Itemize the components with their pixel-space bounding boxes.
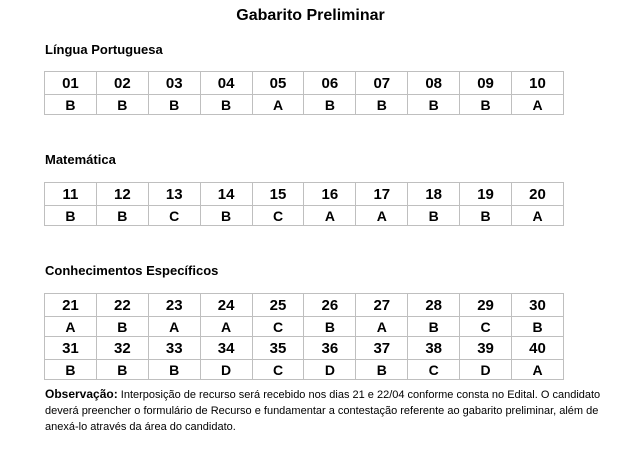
question-number-cell: 28 [408, 294, 460, 317]
answer-cell: A [148, 317, 200, 337]
question-number-row [45, 294, 564, 317]
answer-cell: B [96, 360, 148, 380]
answer-cell: A [512, 360, 564, 380]
answer-cell: C [460, 317, 512, 337]
answer-cell: C [252, 206, 304, 226]
question-number-cell: 33 [148, 337, 200, 360]
answer-cell: C [408, 360, 460, 380]
section-title-lingua-portuguesa: Língua Portuguesa [45, 42, 163, 57]
question-number-cell: 31 [45, 337, 97, 360]
question-number-cell: 12 [96, 183, 148, 206]
answer-cell: B [148, 95, 200, 115]
question-number-cell: 23 [148, 294, 200, 317]
question-number-cell: 02 [96, 72, 148, 95]
question-number-cell: 22 [96, 294, 148, 317]
question-number-cell: 35 [252, 337, 304, 360]
answer-cell: B [45, 360, 97, 380]
question-number-cell: 01 [45, 72, 97, 95]
section-title-matematica: Matemática [45, 152, 116, 167]
answer-cell: C [252, 360, 304, 380]
answer-cell: A [252, 95, 304, 115]
question-number-cell: 16 [304, 183, 356, 206]
question-number-cell: 32 [96, 337, 148, 360]
answer-cell: B [356, 360, 408, 380]
answer-cell: A [304, 206, 356, 226]
answer-cell: B [200, 206, 252, 226]
answer-cell: A [45, 317, 97, 337]
question-number-cell: 20 [512, 183, 564, 206]
answer-row [45, 95, 564, 115]
answer-table-matematica [44, 182, 564, 226]
question-number-row [45, 72, 564, 95]
question-number-cell: 24 [200, 294, 252, 317]
answer-cell: D [200, 360, 252, 380]
answer-cell: A [356, 317, 408, 337]
answer-cell: B [408, 95, 460, 115]
answer-cell: B [512, 317, 564, 337]
answer-table-conhecimentos-especificos [44, 293, 564, 380]
question-number-row [45, 183, 564, 206]
question-number-cell: 11 [45, 183, 97, 206]
question-number-cell: 40 [512, 337, 564, 360]
answer-cell: B [304, 317, 356, 337]
question-number-cell: 37 [356, 337, 408, 360]
question-number-cell: 39 [460, 337, 512, 360]
answer-cell: B [96, 95, 148, 115]
answer-cell: D [304, 360, 356, 380]
answer-cell: B [304, 95, 356, 115]
answer-row [45, 317, 564, 337]
answer-cell: B [356, 95, 408, 115]
observation-note [45, 386, 605, 435]
question-number-cell: 27 [356, 294, 408, 317]
question-number-cell: 17 [356, 183, 408, 206]
answer-cell: A [512, 95, 564, 115]
question-number-cell: 29 [460, 294, 512, 317]
answer-cell: B [96, 206, 148, 226]
answer-cell: B [148, 360, 200, 380]
question-number-cell: 21 [45, 294, 97, 317]
question-number-cell: 36 [304, 337, 356, 360]
question-number-cell: 06 [304, 72, 356, 95]
question-number-cell: 07 [356, 72, 408, 95]
answer-cell: A [200, 317, 252, 337]
question-number-cell: 03 [148, 72, 200, 95]
question-number-cell: 04 [200, 72, 252, 95]
answer-cell: C [252, 317, 304, 337]
answer-cell: B [460, 95, 512, 115]
answer-cell: A [356, 206, 408, 226]
question-number-cell: 19 [460, 183, 512, 206]
answer-cell: B [200, 95, 252, 115]
question-number-cell: 14 [200, 183, 252, 206]
answer-table-lingua-portuguesa [44, 71, 564, 115]
answer-row [45, 360, 564, 380]
question-number-cell: 09 [460, 72, 512, 95]
question-number-cell: 05 [252, 72, 304, 95]
question-number-row [45, 337, 564, 360]
question-number-cell: 30 [512, 294, 564, 317]
answer-cell: B [408, 206, 460, 226]
question-number-cell: 26 [304, 294, 356, 317]
answer-cell: B [45, 95, 97, 115]
question-number-cell: 10 [512, 72, 564, 95]
answer-cell: C [148, 206, 200, 226]
answer-row [45, 206, 564, 226]
question-number-cell: 08 [408, 72, 460, 95]
question-number-cell: 25 [252, 294, 304, 317]
observation-text: Interposição de recurso será recebido nos dias 21 e 22/04 conforme consta no Edital. O candidato deverá preencher o formulário de Recurso e fundamentar a contestação referente ao gabarito preliminar, além de anexá-lo através da área do candidato. [45, 389, 601, 433]
question-number-cell: 34 [200, 337, 252, 360]
question-number-cell: 15 [252, 183, 304, 206]
answer-cell: B [96, 317, 148, 337]
question-number-cell: 38 [408, 337, 460, 360]
answer-cell: B [460, 206, 512, 226]
observation-label: Observação: [45, 387, 118, 401]
page-title: Gabarito Preliminar [236, 7, 385, 24]
answer-cell: B [408, 317, 460, 337]
question-number-cell: 13 [148, 183, 200, 206]
answer-cell: A [512, 206, 564, 226]
answer-cell: D [460, 360, 512, 380]
question-number-cell: 18 [408, 183, 460, 206]
section-title-conhecimentos-especificos: Conhecimentos Específicos [45, 263, 219, 278]
answer-cell: B [45, 206, 97, 226]
